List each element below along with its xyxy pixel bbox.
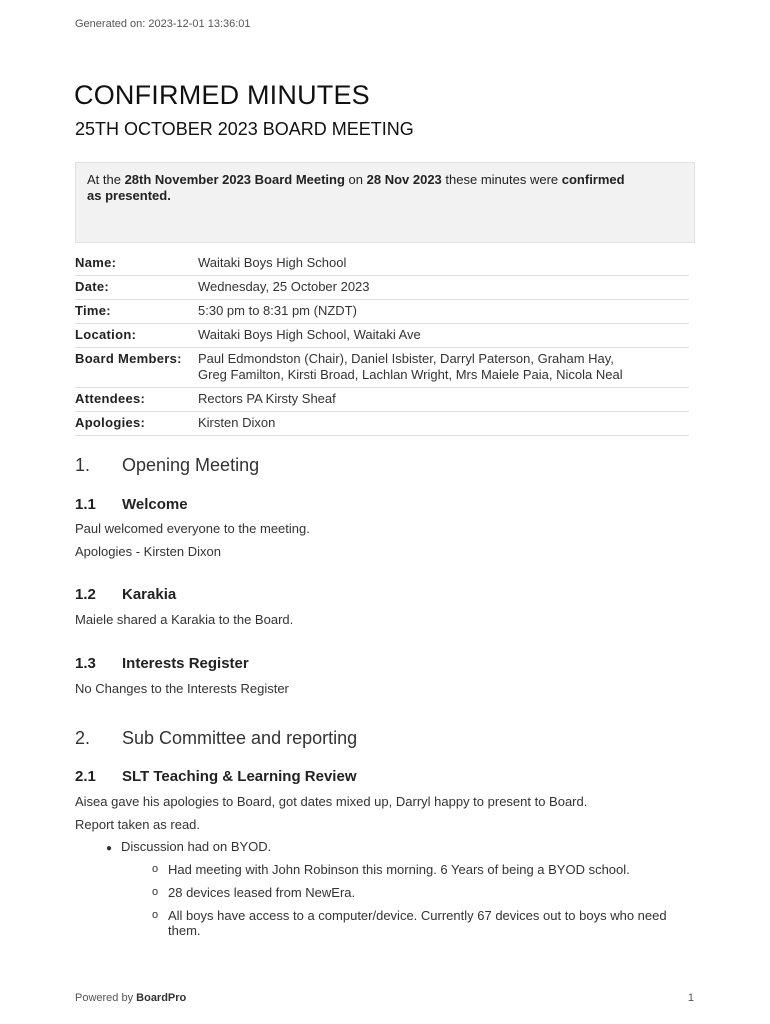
list-item [152, 908, 687, 938]
subsection-title: Karakia [122, 586, 177, 603]
confirmation-meeting: 28th November 2023 Board Meeting [124, 172, 345, 187]
subsection-number: 2.1 [75, 768, 96, 785]
page-subtitle: 25TH OCTOBER 2023 BOARD MEETING [75, 119, 414, 139]
detail-label: Time: [75, 300, 198, 324]
powered-prefix: Powered by [75, 992, 137, 1004]
paragraph: Apologies - Kirsten Dixon [75, 544, 221, 559]
paragraph: Report taken as read. [75, 817, 201, 832]
section-title: Sub Committee and reporting [122, 728, 358, 748]
confirmation-prefix: At the [87, 172, 125, 187]
subsection-title: Interests Register [122, 655, 249, 672]
sub-bullet-text: Had meeting with John Robinson this morning. 6 Years of being a BYOD school. [168, 862, 630, 877]
confirmation-box [75, 162, 695, 243]
table-row [75, 300, 689, 324]
detail-label: Attendees: [75, 388, 198, 412]
subsection-number: 1.1 [75, 496, 96, 513]
detail-label: Name: [75, 252, 198, 276]
table-row [75, 348, 689, 388]
confirmation-mid2: these minutes were [441, 172, 562, 187]
detail-label: Board Members: [75, 348, 198, 388]
subsection-heading-slt-review [75, 768, 357, 785]
hollow-bullet-icon: o [152, 863, 159, 875]
subsection-title: Welcome [122, 496, 188, 513]
generated-timestamp: Generated on: 2023-12-01 13:36:01 [75, 18, 251, 30]
hollow-bullet-icon: o [152, 909, 159, 921]
confirmation-line2: as presented. [87, 188, 171, 203]
detail-value: Rectors PA Kirsty Sheaf [198, 388, 689, 412]
subsection-number: 1.2 [75, 586, 96, 603]
confirmation-date: 28 Nov 2023 [366, 172, 442, 187]
board-members-line2: Greg Familton, Kirsti Broad, Lachlan Wright, Mrs Maiele Paia, Nicola Neal [198, 367, 623, 382]
bullet-text: Discussion had on BYOD. [121, 839, 272, 854]
paragraph: Paul welcomed everyone to the meeting. [75, 521, 310, 536]
page-number: 1 [687, 992, 694, 1004]
subsection-heading-welcome [75, 496, 188, 513]
detail-value [198, 348, 689, 388]
hollow-bullet-icon: o [152, 886, 159, 898]
detail-value: Waitaki Boys High School, Waitaki Ave [198, 324, 689, 348]
detail-value: Kirsten Dixon [198, 412, 689, 436]
section-heading-opening-meeting [75, 455, 259, 476]
detail-label: Date: [75, 276, 198, 300]
subsection-number: 1.3 [75, 655, 96, 672]
table-row [75, 324, 689, 348]
subsection-heading-karakia [75, 586, 176, 603]
page-title: CONFIRMED MINUTES [74, 80, 370, 110]
subsection-title: SLT Teaching & Learning Review [122, 768, 357, 785]
confirmation-status: confirmed [561, 172, 625, 187]
table-row [75, 388, 689, 412]
list-item [106, 839, 271, 854]
subsection-heading-interests-register [75, 655, 249, 672]
section-heading-sub-committee [75, 728, 357, 749]
footer-powered-by [75, 992, 186, 1004]
sub-bullet-text: 28 devices leased from NewEra. [168, 885, 356, 900]
table-row [75, 276, 689, 300]
detail-value: Wednesday, 25 October 2023 [198, 276, 689, 300]
table-row [75, 412, 689, 436]
boardpro-brand[interactable]: BoardPro [136, 992, 187, 1004]
list-item [152, 862, 687, 877]
board-members-line1: Paul Edmondston (Chair), Daniel Isbister, Darryl Paterson, Graham Hay, [198, 351, 614, 366]
section-title: Opening Meeting [122, 455, 260, 475]
meeting-details-table [75, 252, 689, 436]
paragraph: Maiele shared a Karakia to the Board. [75, 612, 294, 627]
confirmation-mid1: on [344, 172, 367, 187]
table-row [75, 252, 689, 276]
paragraph: No Changes to the Interests Register [75, 681, 289, 696]
detail-label: Location: [75, 324, 198, 348]
detail-label: Apologies: [75, 412, 198, 436]
detail-value: Waitaki Boys High School [198, 252, 689, 276]
section-number: 2. [75, 728, 91, 748]
sub-bullet-text: All boys have access to a computer/device. Currently 67 devices out to boys who need them. [168, 908, 667, 938]
section-number: 1. [75, 455, 91, 475]
detail-value: 5:30 pm to 8:31 pm (NZDT) [198, 300, 689, 324]
list-item [152, 885, 687, 900]
paragraph: Aisea gave his apologies to Board, got dates mixed up, Darryl happy to present to Board. [75, 794, 588, 809]
bullet-icon: ● [106, 843, 113, 854]
